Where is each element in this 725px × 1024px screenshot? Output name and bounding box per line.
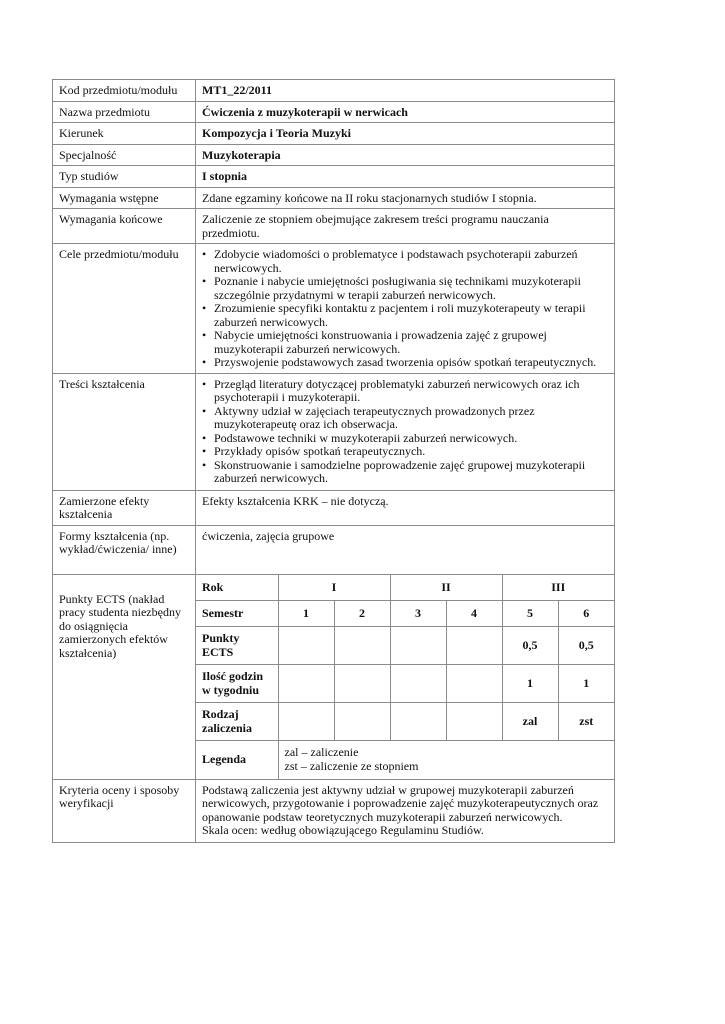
label-kod: Kod przedmiotu/modułu [53, 80, 196, 102]
bullet-icon: • [202, 403, 207, 418]
bullet-icon: • [202, 355, 207, 369]
bullet-icon: • [202, 301, 207, 315]
kryteria-skala: Skala ocen: według obowiązującego Regulaminu Studiów. [202, 823, 484, 837]
bullet-icon: • [202, 328, 207, 342]
tresci-list [202, 378, 608, 486]
list-item: • Podstawowe techniki w muzykoterapii zaburzeń nerwicowych. [202, 430, 518, 445]
row-kryteria [53, 779, 615, 842]
list-item: • Przyswojenie podstawowych zasad tworzenia opisów spotkań terapeutycznych. [202, 355, 597, 369]
row-typ [53, 166, 615, 188]
bullet-icon: • [202, 247, 207, 261]
ects-rok-label: Rok [196, 575, 278, 601]
bullet-icon: • [202, 376, 207, 391]
ects-row-godziny [196, 665, 614, 703]
value-efekty: Efekty kształcenia KRK – nie dotyczą. [196, 490, 615, 525]
value-kod: MT1_22/2011 [196, 80, 615, 102]
ects-row-rodzaj [196, 703, 614, 741]
ects-semestr-4: 4 [446, 601, 502, 627]
row-kod [53, 80, 615, 102]
ects-godziny-label: Ilość godzin w tygodniu [196, 665, 278, 703]
ects-semestr-3: 3 [390, 601, 446, 627]
row-wymagania-wstepne [53, 187, 615, 209]
value-wymagania-wstepne: Zdane egzaminy końcowe na II roku stacjonarnych studiów I stopnia. [196, 187, 615, 209]
ects-semestr-1: 1 [278, 601, 334, 627]
ects-rodzaj-4 [446, 703, 502, 741]
ects-rodzaj-2 [334, 703, 390, 741]
ects-semestr-label: Semestr [196, 601, 278, 627]
row-kierunek [53, 123, 615, 145]
value-formy: ćwiczenia, zajęcia grupowe [196, 525, 615, 574]
syllabus-sheet [52, 79, 615, 843]
label-typ: Typ studiów [53, 166, 196, 188]
ects-row-rok [196, 575, 614, 601]
syllabus-table [52, 79, 615, 843]
label-nazwa: Nazwa przedmiotu [53, 101, 196, 123]
row-nazwa [53, 101, 615, 123]
cele-list [202, 248, 608, 370]
ects-punkty-label: Punkty ECTS [196, 627, 278, 665]
label-wymagania-wstepne: Wymagania wstępne [53, 187, 196, 209]
row-cele [53, 244, 615, 374]
label-ects: Punkty ECTS (nakład pracy studenta niezbędny do osiągnięcia zamierzonych efektów kształcenia) [53, 574, 196, 779]
ects-punkty-5: 0,5 [502, 627, 558, 665]
ects-godziny-6: 1 [558, 665, 614, 703]
value-typ: I stopnia [196, 166, 615, 188]
list-item: • Przegląd literatury dotyczącej problematyki zaburzeń nerwicowych oraz ich psychoterapii i muzykoterapii. [202, 376, 580, 404]
ects-rodzaj-1 [278, 703, 334, 741]
ects-punkty-1 [278, 627, 334, 665]
bullet-icon: • [202, 274, 207, 288]
ects-punkty-4 [446, 627, 502, 665]
ects-godziny-3 [390, 665, 446, 703]
ects-table [196, 575, 614, 779]
ects-row-semestr [196, 601, 614, 627]
value-wymagania-koncowe: Zaliczenie ze stopniem obejmujące zakresem treści programu nauczania przedmiotu. [196, 209, 615, 244]
bullet-icon: • [202, 430, 207, 445]
legenda-zst: zst – zaliczenie ze stopniem [284, 758, 419, 773]
value-cele [196, 244, 615, 374]
ects-row-punkty [196, 627, 614, 665]
ects-punkty-2 [334, 627, 390, 665]
label-efekty: Zamierzone efekty kształcenia [53, 490, 196, 525]
bullet-icon: • [202, 457, 207, 472]
row-efekty [53, 490, 615, 525]
list-item: • Przykłady opisów spotkań terapeutycznych. [202, 444, 426, 458]
ects-row-legenda [196, 741, 614, 779]
ects-rok-3: III [502, 575, 614, 601]
ects-legenda-value [278, 741, 614, 779]
list-item: • Zrozumienie specyfiki kontaktu z pacjentem i roli muzykoterapeuty w terapii zaburzeń nerwicowych. [202, 301, 586, 329]
row-specjalnosc [53, 144, 615, 166]
row-tresci [53, 373, 615, 490]
ects-godziny-1 [278, 665, 334, 703]
bullet-icon: • [202, 444, 207, 458]
label-cele: Cele przedmiotu/modułu [53, 244, 196, 374]
kryteria-text: Podstawą zaliczenia jest aktywny udział w grupowej muzykoterapii zaburzeń nerwicowych, przygotowanie i poprowadzenie zajęć muzykoterapeutycznych oraz opanowanie podstaw teoretycznych muzykoterapii zaburzeń nerwicowych. [202, 782, 599, 824]
value-kierunek: Kompozycja i Teoria Muzyki [196, 123, 615, 145]
ects-godziny-5: 1 [502, 665, 558, 703]
row-ects [53, 574, 615, 779]
ects-rok-2: II [390, 575, 502, 601]
ects-rodzaj-5: zal [502, 703, 558, 741]
ects-semestr-6: 6 [558, 601, 614, 627]
ects-semestr-2: 2 [334, 601, 390, 627]
row-formy [53, 525, 615, 574]
row-wymagania-koncowe [53, 209, 615, 244]
ects-rodzaj-3 [390, 703, 446, 741]
value-nazwa: Ćwiczenia z muzykoterapii w nerwicach [196, 101, 615, 123]
ects-rok-1: I [278, 575, 390, 601]
label-kierunek: Kierunek [53, 123, 196, 145]
ects-legenda-label: Legenda [196, 741, 278, 779]
ects-godziny-2 [334, 665, 390, 703]
label-kryteria: Kryteria oceny i sposoby weryfikacji [53, 779, 196, 842]
label-tresci: Treści kształcenia [53, 373, 196, 490]
label-wymagania-koncowe: Wymagania końcowe [53, 209, 196, 244]
ects-rodzaj-label: Rodzaj zaliczenia [196, 703, 278, 741]
ects-punkty-3 [390, 627, 446, 665]
label-specjalnosc: Specjalność [53, 144, 196, 166]
legenda-zal: zal – zaliczenie [284, 745, 359, 760]
ects-punkty-6: 0,5 [558, 627, 614, 665]
ects-semestr-5: 5 [502, 601, 558, 627]
ects-cell [196, 574, 615, 779]
ects-godziny-4 [446, 665, 502, 703]
ects-rodzaj-6: zst [558, 703, 614, 741]
label-formy: Formy kształcenia (np. wykład/ćwiczenia/ inne) [53, 525, 196, 574]
value-specjalnosc: Muzykoterapia [196, 144, 615, 166]
list-item: • Zdobycie wiadomości o problematyce i podstawach psychoterapii zaburzeń nerwicowych. [202, 247, 578, 275]
value-kryteria [196, 779, 615, 842]
list-item: • Nabycie umiejętności konstruowania i prowadzenia zajęć z grupowej muzykoterapii zaburzeń nerwicowych. [202, 328, 547, 356]
value-tresci [196, 373, 615, 490]
list-item: • Aktywny udział w zajęciach terapeutycznych prowadzonych przez muzykoterapeutę oraz ich obserwacja. [202, 403, 535, 431]
list-item: • Skonstruowanie i samodzielne poprowadzenie zajęć grupowej muzykoterapii zaburzeń nerwicowych. [202, 457, 586, 485]
list-item: • Poznanie i nabycie umiejętności posługiwania się technikami muzykoterapii szczególnie przydatnymi w terapii zaburzeń nerwicowych. [202, 274, 581, 302]
